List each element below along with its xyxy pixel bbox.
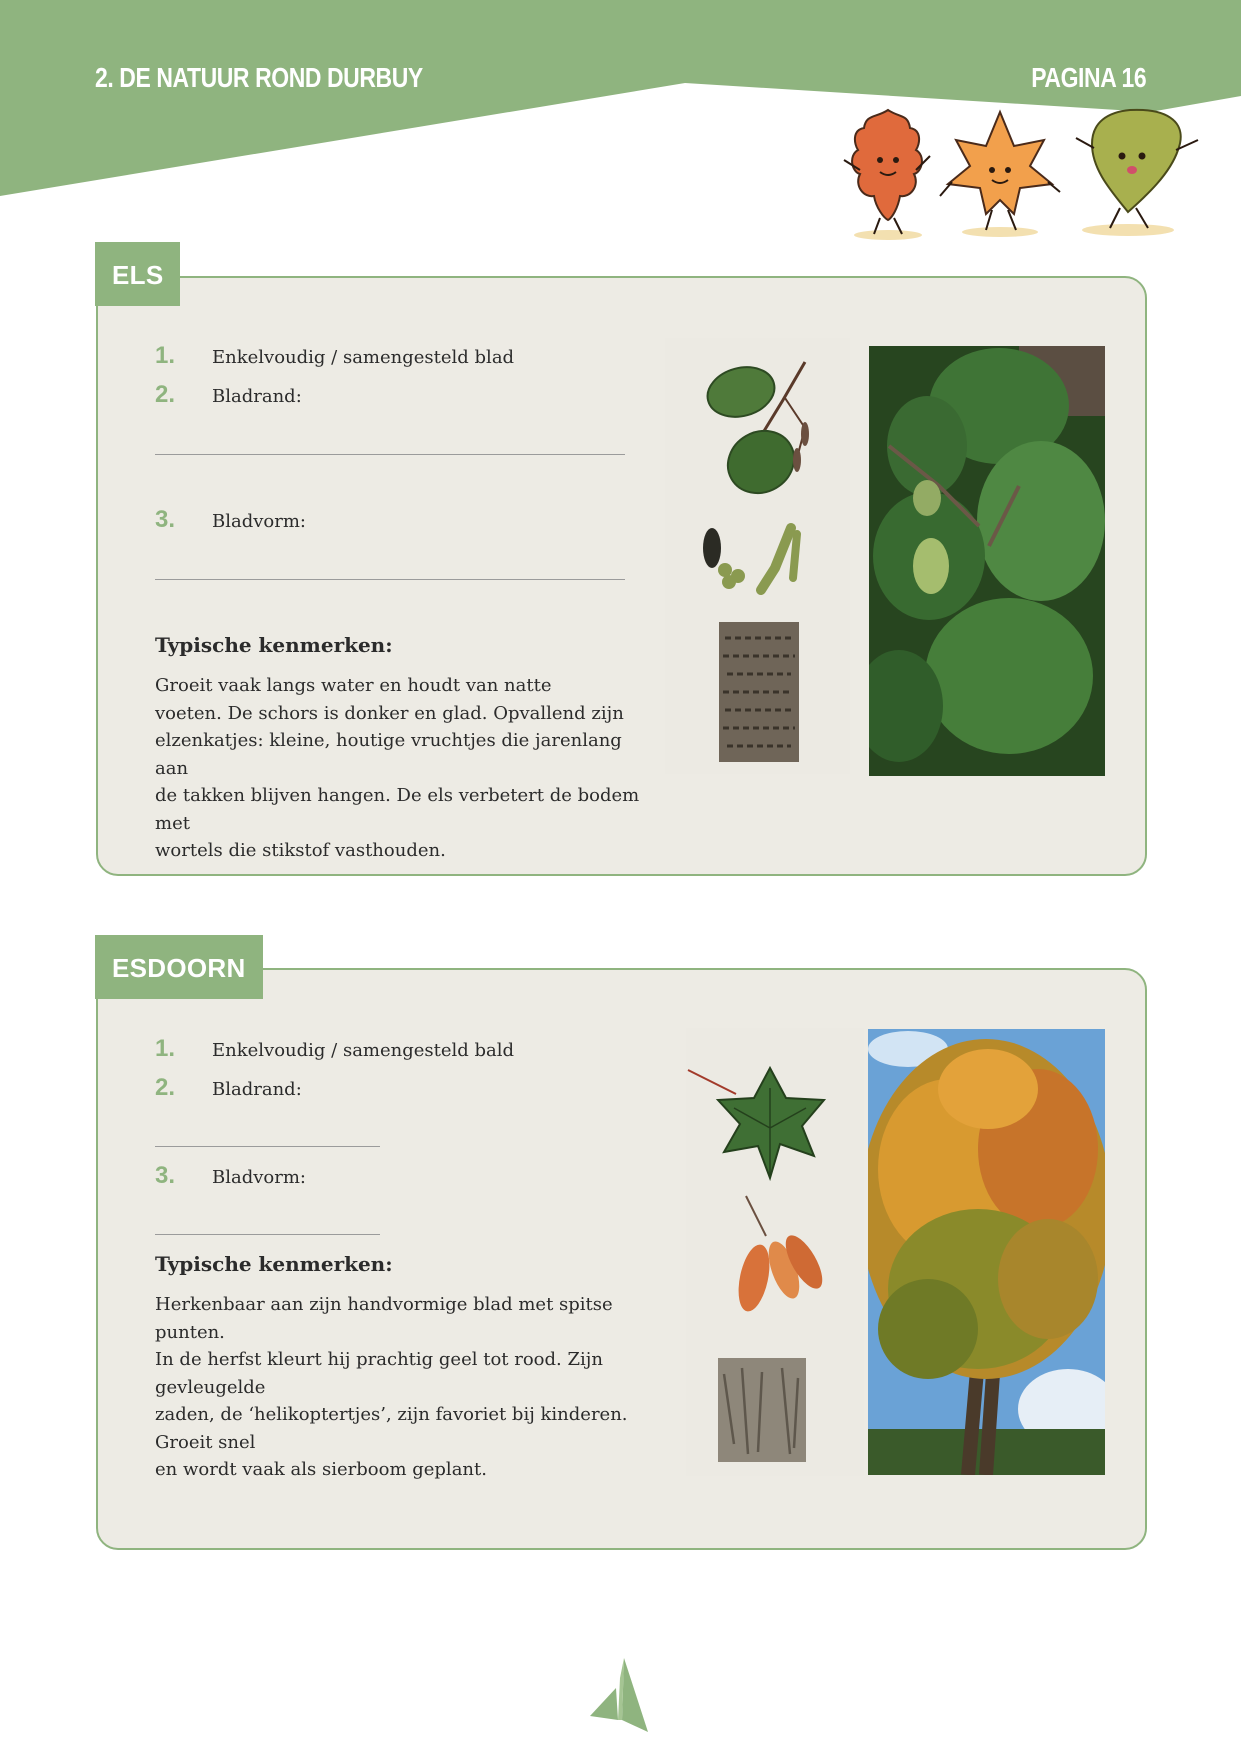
question-leaf-type [155, 1035, 514, 1063]
maple-bark-drawing [718, 1358, 806, 1462]
question-leaf-shape [155, 506, 306, 534]
answer-line-leaf-edge[interactable] [155, 1146, 380, 1147]
question-number: 2. [155, 1074, 176, 1101]
answer-line-leaf-shape[interactable] [155, 579, 625, 580]
features-line: en wordt vaak als sierboom geplant. [155, 1459, 487, 1480]
features-line: In de herfst kleurt hij prachtig geel tot rood. Zijn gevleugelde [155, 1349, 603, 1398]
features-line: de takken blijven hangen. De els verbetert de bodem met [155, 785, 640, 834]
features-text [155, 672, 655, 865]
question-text: Bladrand: [212, 1079, 302, 1100]
alder-botanical-illustration [665, 338, 850, 774]
question-number: 3. [155, 506, 176, 533]
alder-catkins-drawing [703, 528, 797, 590]
maple-leaf-drawing [688, 1068, 824, 1178]
features-line: Groeit vaak langs water en houdt van natte [155, 675, 552, 696]
maple-leaf-mascot [940, 112, 1060, 237]
question-number: 3. [155, 1162, 176, 1189]
question-number: 1. [155, 342, 176, 369]
alder-leaves-photo [869, 346, 1105, 776]
features-line: voeten. De schors is donker en glad. Opvallend zijn [155, 702, 624, 724]
alder-leaf-drawing [702, 360, 809, 505]
features-title: Typische kenmerken: [155, 633, 393, 657]
answer-line-leaf-edge[interactable] [155, 454, 625, 455]
maple-botanical-illustration [686, 1028, 864, 1476]
features-text [155, 1291, 685, 1484]
question-leaf-type [155, 342, 514, 370]
page-number: PAGINA 16 [1031, 62, 1146, 93]
section-title: 2. DE NATUUR ROND DURBUY [95, 62, 423, 93]
features-line: zaden, de ‘helikoptertjes’, zijn favoriet bij kinderen. Groeit snel [155, 1404, 628, 1453]
footer-logo-icon [590, 1658, 650, 1732]
features-line: Herkenbaar aan zijn handvormige blad met spitse punten. [155, 1294, 613, 1343]
question-leaf-edge [155, 1074, 302, 1102]
question-text: Bladvorm: [212, 511, 306, 532]
answer-line-leaf-shape[interactable] [155, 1234, 380, 1235]
card-tab-esdoorn: ESDOORN [95, 935, 263, 999]
maple-seeds-drawing [733, 1196, 829, 1314]
question-number: 2. [155, 381, 176, 408]
question-text: Bladrand: [212, 386, 302, 407]
question-text: Enkelvoudig / samengesteld bald [212, 1040, 515, 1061]
card-tab-els: ELS [95, 242, 180, 306]
question-number: 1. [155, 1035, 176, 1062]
leaf-mascots-illustration [830, 100, 1210, 250]
question-text: Enkelvoudig / samengesteld blad [212, 347, 515, 368]
alder-bark-drawing [719, 622, 799, 762]
features-line: wortels die stikstof vasthouden. [155, 840, 446, 861]
question-leaf-shape [155, 1162, 306, 1190]
question-text: Bladvorm: [212, 1167, 306, 1188]
oak-leaf-mascot [844, 110, 930, 240]
features-line: elzenkatjes: kleine, houtige vruchtjes die jarenlang aan [155, 730, 622, 779]
question-leaf-edge [155, 381, 302, 409]
green-leaf-mascot [1076, 110, 1198, 236]
maple-tree-photo [868, 1029, 1105, 1475]
features-title: Typische kenmerken: [155, 1252, 393, 1276]
